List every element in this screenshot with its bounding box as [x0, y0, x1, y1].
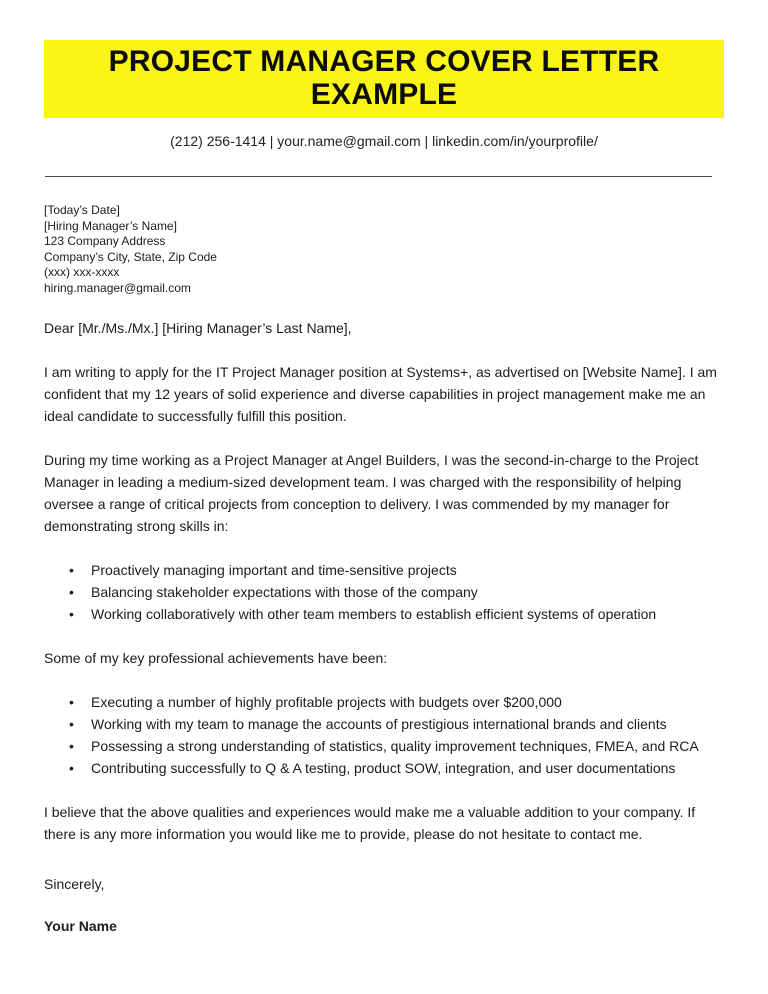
signature-name: Your Name	[44, 918, 117, 934]
page-title: PROJECT MANAGER COVER LETTER EXAMPLE	[44, 40, 724, 118]
skills-bullet-item: • Proactively managing important and time-sensitive projects	[91, 559, 724, 581]
recipient-address-block	[44, 203, 724, 296]
salutation: Dear [Mr./Ms./Mx.] [Hiring Manager’s Last Name],	[44, 320, 352, 336]
skills-bullet-list	[44, 559, 724, 625]
recipient-street-line: 123 Company Address	[44, 234, 166, 248]
recipient-date-line: [Today’s Date]	[44, 203, 120, 217]
contact-info-line: (212) 256-1414 | your.name@gmail.com | linkedin.com/in/yourprofile/	[170, 133, 598, 149]
skills-bullet-item: • Balancing stakeholder expectations with those of the company	[91, 581, 724, 603]
recipient-city-line: Company’s City, State, Zip Code	[44, 249, 217, 264]
achievements-bullet-list	[44, 691, 724, 779]
intro-paragraph: I am writing to apply for the IT Project Manager position at Systems+, as advertised on [Website Name]. I am confident that my 12 years of solid experience and diverse capabilities in project management make me an ideal candidate to successfully fulfill this position.	[44, 364, 717, 424]
experience-paragraph: During my time working as a Project Manager at Angel Builders, I was the second-in-charge to the Project Manager in leading a medium-sized development team. I was charged with the responsibility of helping oversee a range of critical projects from conception to delivery. I was commended by my manager for demonstrating strong skills in:	[44, 452, 699, 534]
achievements-bullet-item: • Working with my team to manage the accounts of prestigious international brands and clients	[91, 713, 724, 735]
recipient-email-line: hiring.manager@gmail.com	[44, 280, 191, 295]
document-header	[44, 40, 724, 177]
signoff: Sincerely,	[44, 876, 105, 892]
achievements-bullet-item: • Executing a number of highly profitable projects with budgets over $200,000	[91, 691, 724, 713]
recipient-name-line: [Hiring Manager’s Name]	[44, 218, 177, 233]
letter-body	[44, 203, 724, 937]
achievements-bullet-item: • Possessing a strong understanding of statistics, quality improvement techniques, FMEA, and RCA	[91, 735, 724, 757]
skills-bullet-item: • Working collaboratively with other team members to establish efficient systems of operation	[91, 603, 724, 625]
recipient-phone-line: (xxx) xxx-xxxx	[44, 265, 120, 279]
header-divider	[45, 176, 712, 177]
achievements-intro: Some of my key professional achievements have been:	[44, 650, 388, 666]
closing-paragraph: I believe that the above qualities and experiences would make me a valuable addition to your company. If there is any more information you would like me to provide, please do not hesitate to contact me.	[44, 804, 696, 842]
achievements-bullet-item: • Contributing successfully to Q & A testing, product SOW, integration, and user documentations	[91, 757, 724, 779]
